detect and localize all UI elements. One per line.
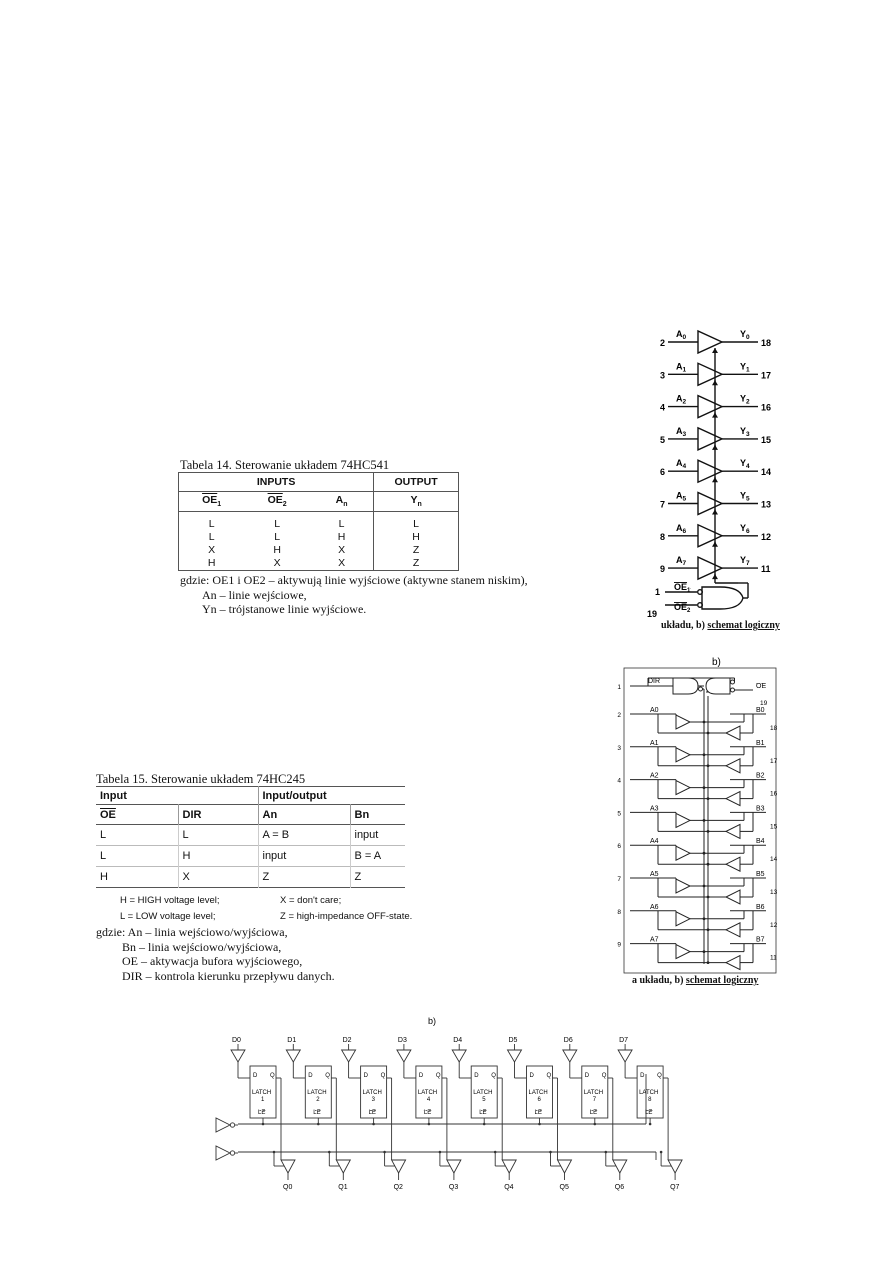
buffer-left-icon (726, 824, 740, 838)
buffer-triangle-icon (698, 396, 722, 418)
output-pin-number: 12 (761, 531, 772, 542)
latch-pin-d: D (363, 1073, 368, 1079)
and-gate-icon (673, 678, 698, 694)
table15-io-header: Input/output (262, 789, 327, 802)
table15-col-dir: DIR (178, 805, 258, 825)
d-label: D5 (508, 1037, 518, 1044)
b-label: B2 (756, 772, 765, 780)
latch-pin-le: LE (645, 1110, 653, 1116)
note-line: An – linie wejściowe, (202, 587, 307, 602)
latch-number: 8 (648, 1097, 652, 1103)
d-label: D0 (232, 1037, 241, 1044)
buffer-left-icon (726, 792, 740, 806)
latch-pin-q: Q (270, 1073, 275, 1079)
latch-label: LATCH (362, 1090, 382, 1096)
input-buffer-icon (618, 1050, 632, 1062)
output-pin-number: 13 (761, 499, 772, 510)
enable-arrow-icon (712, 413, 718, 418)
hc541-logic-diagram (640, 320, 800, 620)
table14-col-an: $A_n$ (310, 492, 374, 512)
input-buffer-icon (231, 1050, 245, 1062)
a-pin-number: 4 (617, 777, 621, 785)
oe1-pin: 1 (654, 587, 660, 597)
buffer-right-icon (676, 912, 690, 926)
a-label: A4 (650, 838, 659, 846)
junction-dot (703, 786, 706, 789)
input-pin-number: 8 (659, 531, 665, 542)
a-label: A7 (650, 936, 659, 944)
table-row: H X X Z (207, 557, 420, 570)
latch-number: 7 (592, 1097, 597, 1103)
junction-dot (703, 950, 706, 953)
table14-caption: Tabela 14. Sterowanie układem 74HC541 (180, 458, 390, 472)
note-line: DIR – kontrola kierunku przepływu danych. (122, 968, 335, 983)
table14-output-header: OUTPUT (374, 473, 459, 492)
buffer-right-icon (676, 748, 690, 762)
a-label: A6 (650, 903, 659, 911)
b-pin-number: 12 (770, 921, 778, 929)
latch-pin-d: D (529, 1073, 534, 1079)
buffer-triangle-icon (698, 363, 722, 385)
b-pin-number: 13 (770, 889, 778, 896)
table14-col-oe2: $\overline{OE}_2$ (267, 494, 287, 509)
table15-input-header: Input (96, 787, 258, 805)
junction-dot (707, 863, 710, 866)
a-label: A5 (650, 871, 659, 878)
latch-label: LATCH (307, 1090, 327, 1096)
output-label: $Y_0$ (740, 329, 750, 341)
latch-label: LATCH (583, 1090, 604, 1096)
d-label: D2 (342, 1037, 352, 1044)
latch-label: LATCH (417, 1090, 438, 1096)
oe2-pin: 19 (646, 609, 657, 619)
latch-number: 1 (261, 1097, 265, 1103)
output-pin-number: 16 (761, 402, 772, 413)
latch-pin-d: D (584, 1073, 590, 1079)
latch-logic-diagram (210, 1012, 680, 1198)
oe-buffer-icon (216, 1146, 230, 1160)
latch-pin-q: Q (435, 1073, 441, 1079)
latch-label: LATCH (528, 1090, 548, 1096)
buffer-right-icon (676, 846, 690, 860)
enable-arrow-icon (712, 542, 718, 547)
input-buffer-icon (452, 1050, 466, 1062)
b-label: B6 (756, 903, 765, 911)
b-label: B5 (756, 871, 765, 878)
junction-dot (707, 896, 710, 899)
latch-pin-q: Q (491, 1073, 496, 1079)
input-buffer-icon (286, 1050, 300, 1062)
junction-dot (703, 753, 706, 756)
input-label: $A_0$ (676, 329, 687, 341)
latch-title: b) (428, 1016, 437, 1026)
output-label: $Y_3$ (740, 425, 750, 438)
b-pin-number: 17 (770, 757, 778, 765)
buffer-left-icon (726, 956, 740, 970)
table15-col-an: An (258, 805, 350, 825)
table14 (178, 472, 459, 571)
dir-pin: 1 (617, 684, 621, 691)
latch-number: 6 (537, 1097, 541, 1103)
hc245-logic-diagram (618, 652, 808, 974)
output-buffer-icon (613, 1160, 627, 1173)
buffer-left-icon (726, 923, 740, 937)
q-label: Q2 (393, 1184, 403, 1191)
junction-dot (273, 1151, 276, 1154)
junction-dot (707, 961, 710, 964)
input-pin-number: 5 (659, 434, 665, 445)
enable-arrow-icon (712, 510, 718, 515)
q-label: Q5 (559, 1184, 569, 1191)
table15-col-bn: Bn (354, 808, 370, 821)
junction-dot (605, 1151, 608, 1154)
output-buffer-icon (668, 1160, 682, 1173)
enable-arrow-icon (712, 477, 718, 482)
b-pin-number: 14 (770, 856, 778, 864)
latch-pin-d: D (474, 1073, 479, 1079)
buffer-triangle-icon (698, 428, 722, 450)
output-label: $Y_7$ (740, 555, 750, 568)
enable-arrow-icon (712, 574, 718, 579)
output-pin-number: 15 (761, 434, 772, 445)
d-label: D6 (563, 1037, 573, 1044)
latch-label: LATCH (252, 1090, 272, 1096)
input-label: $A_1$ (676, 361, 687, 374)
q-label: Q1 (338, 1184, 348, 1191)
output-buffer-icon (392, 1160, 406, 1173)
enable-arrow-icon (712, 380, 718, 385)
table15 (96, 786, 405, 888)
input-pin-number: 4 (659, 402, 665, 413)
b-label: B3 (756, 805, 765, 813)
a-pin-number: 7 (617, 876, 621, 883)
q-label: Q0 (283, 1184, 293, 1191)
q-label: Q7 (670, 1184, 680, 1191)
junction-dot (703, 721, 706, 724)
a-label: A3 (650, 805, 659, 813)
output-buffer-icon (502, 1160, 516, 1173)
buffer-triangle-icon (698, 331, 722, 353)
junction-dot (703, 917, 706, 920)
note-line: gdzie: An – linia wejściowo/wyjściowa, (96, 925, 288, 939)
latch-pin-d: D (253, 1073, 258, 1079)
a-pin-number: 8 (617, 908, 621, 916)
buffer-right-icon (676, 879, 690, 893)
table-row: L L A = B input (96, 825, 405, 846)
output-label: $Y_5$ (740, 490, 750, 503)
input-buffer-icon (397, 1050, 411, 1062)
latch-pin-d: D (418, 1073, 424, 1079)
note-line: Yn – trójstanowe linie wyjściowe. (202, 602, 367, 616)
junction-dot (483, 1123, 486, 1126)
a-label: A2 (650, 772, 659, 780)
b-pin-number: 16 (770, 790, 778, 798)
junction-dot (707, 928, 710, 931)
junction-dot (538, 1123, 541, 1126)
b-pin-number: 18 (770, 725, 778, 732)
latch-label: LATCH (639, 1090, 659, 1096)
buffer-triangle-icon (698, 525, 722, 547)
table15-col-oe: $\overline{OE}$ (96, 805, 178, 825)
b-pin-number: 11 (770, 954, 777, 962)
junction-dot (439, 1151, 442, 1154)
q-label: Q3 (448, 1184, 459, 1191)
a-pin-number: 3 (617, 744, 621, 752)
table-row: X H X Z (208, 544, 420, 556)
junction-dot (703, 885, 706, 888)
latch-pin-q: Q (546, 1073, 552, 1079)
output-label: $Y_4$ (740, 458, 750, 471)
junction-dot (707, 764, 710, 767)
input-label: $A_2$ (676, 393, 687, 406)
le-buffer-icon (216, 1118, 230, 1132)
junction-dot (383, 1151, 386, 1154)
hc245-caption: a układu, b) schemat logiczny (632, 975, 759, 986)
input-pin-number: 9 (659, 564, 665, 575)
input-label: $A_3$ (676, 425, 687, 438)
buffer-left-icon (726, 890, 740, 904)
junction-dot (707, 732, 710, 735)
a-pin-number: 9 (617, 941, 621, 949)
input-label: $A_5$ (676, 490, 687, 503)
output-pin-number: 18 (761, 338, 772, 348)
junction-dot (707, 830, 710, 833)
table14-col-yn: $Y_n$ (410, 494, 422, 509)
note-line: gdzie: OE1 i OE2 – aktywują linie wyjściowe (aktywne stanem niskim), (180, 573, 528, 587)
output-pin-number: 14 (761, 467, 772, 478)
input-buffer-icon (508, 1050, 522, 1062)
output-buffer-icon (558, 1160, 572, 1173)
input-pin-number: 7 (659, 499, 665, 510)
latch-number: 4 (426, 1097, 431, 1103)
q-label: Q6 (614, 1184, 625, 1191)
junction-dot (703, 852, 706, 855)
d-label: D1 (287, 1037, 297, 1044)
input-label: $A_7$ (676, 555, 687, 568)
output-buffer-icon (336, 1160, 350, 1173)
output-pin-number: 17 (761, 370, 772, 381)
latch-label: LATCH (473, 1090, 493, 1096)
junction-dot (372, 1123, 375, 1126)
latch-pin-le: LE (479, 1110, 487, 1116)
latch-pin-le: LE (589, 1110, 598, 1116)
b-label: B1 (756, 739, 765, 747)
junction-dot (660, 1151, 663, 1154)
junction-dot (317, 1123, 320, 1126)
output-label: $Y_2$ (740, 393, 750, 406)
input-label: $A_6$ (676, 522, 687, 535)
oe2-label: $OE_2$ (674, 602, 691, 614)
a-pin-number: 5 (617, 810, 621, 818)
table15-notes (96, 925, 335, 983)
latch-number: 2 (316, 1097, 320, 1103)
a-label: A1 (650, 739, 659, 747)
buffer-right-icon (676, 781, 690, 795)
b-label: B7 (756, 936, 765, 944)
hc541-caption: układu, b) schemat logiczny (661, 620, 780, 631)
buffer-right-icon (676, 715, 690, 729)
junction-dot (494, 1151, 497, 1154)
junction-dot (707, 797, 710, 800)
output-buffer-icon (281, 1160, 295, 1173)
buffer-triangle-icon (698, 557, 722, 579)
table15-legend: H = HIGH voltage level; X = don't care; L = LOW voltage level; Z = high-impedance OFF-state. (120, 895, 413, 922)
junction-dot (428, 1123, 431, 1126)
latch-pin-le: LE (534, 1110, 542, 1116)
input-label: $A_4$ (676, 458, 687, 471)
buffer-right-icon (676, 945, 690, 959)
table-row: L L L L (208, 518, 420, 530)
buffer-right-icon (676, 813, 690, 827)
table14-col-oe1: $\overline{OE}_1$ (202, 494, 222, 509)
latch-pin-le: LE (258, 1110, 266, 1116)
latch-pin-q: Q (325, 1073, 330, 1079)
table-row: L H input B = A (96, 846, 405, 867)
junction-dot (703, 819, 706, 822)
latch-pin-q: Q (657, 1073, 662, 1079)
and-gate-icon (706, 678, 730, 694)
latch-pin-d: D (308, 1073, 313, 1079)
note-line: OE – aktywacja bufora wyjściowego, (122, 954, 303, 968)
table-row: H X Z Z (96, 867, 405, 888)
latch-pin-d: D (640, 1073, 645, 1079)
a-label: A0 (650, 707, 659, 714)
note-line: Bn – linia wejściowo/wyjściowa, (122, 939, 282, 954)
junction-dot (328, 1151, 331, 1154)
input-pin-number: 3 (659, 370, 665, 381)
buffer-triangle-icon (698, 493, 722, 515)
output-pin-number: 11 (761, 564, 771, 575)
hc245-title: b) (712, 657, 721, 668)
buffer-left-icon (726, 759, 740, 773)
b-pin-number: 15 (770, 823, 778, 831)
dir-label: DIR (648, 678, 661, 685)
latch-pin-le: LE (368, 1110, 376, 1116)
a-pin-number: 6 (617, 843, 621, 851)
oe-label: OE (756, 683, 767, 690)
latch-number: 5 (482, 1097, 486, 1103)
latch-pin-q: Q (601, 1073, 607, 1079)
buffer-triangle-icon (698, 460, 722, 482)
table14-notes (180, 573, 528, 617)
input-buffer-icon (342, 1050, 356, 1062)
d-label: D7 (619, 1037, 629, 1044)
latch-number: 3 (371, 1097, 375, 1103)
b-label: B0 (756, 707, 765, 714)
oe-pin: 19 (760, 700, 768, 707)
input-pin-number: 6 (659, 467, 665, 478)
output-buffer-icon (447, 1160, 461, 1173)
output-label: $Y_1$ (740, 361, 750, 374)
table-row: L L H H (208, 531, 420, 543)
d-label: D3 (397, 1037, 407, 1044)
latch-pin-le: LE (423, 1110, 432, 1116)
table14-inputs-header: INPUTS (179, 473, 374, 492)
input-buffer-icon (563, 1050, 577, 1062)
enable-arrow-icon (712, 445, 718, 450)
a-pin-number: 2 (617, 712, 621, 719)
latch-pin-le: LE (313, 1110, 321, 1116)
d-label: D4 (453, 1037, 463, 1044)
buffer-left-icon (726, 857, 740, 871)
junction-dot (649, 1123, 652, 1126)
table15-caption: Tabela 15. Sterowanie układem 74HC245 (96, 772, 306, 786)
input-pin-number: 2 (659, 338, 665, 348)
enable-arrow-icon (712, 348, 718, 353)
oe1-label: $OE_1$ (674, 582, 691, 594)
junction-dot (594, 1123, 597, 1126)
junction-dot (549, 1151, 552, 1154)
output-label: $Y_6$ (740, 522, 750, 535)
b-label: B4 (756, 838, 765, 846)
junction-dot (262, 1123, 265, 1126)
q-label: Q4 (504, 1184, 514, 1191)
buffer-left-icon (726, 726, 740, 740)
latch-pin-q: Q (380, 1073, 386, 1079)
